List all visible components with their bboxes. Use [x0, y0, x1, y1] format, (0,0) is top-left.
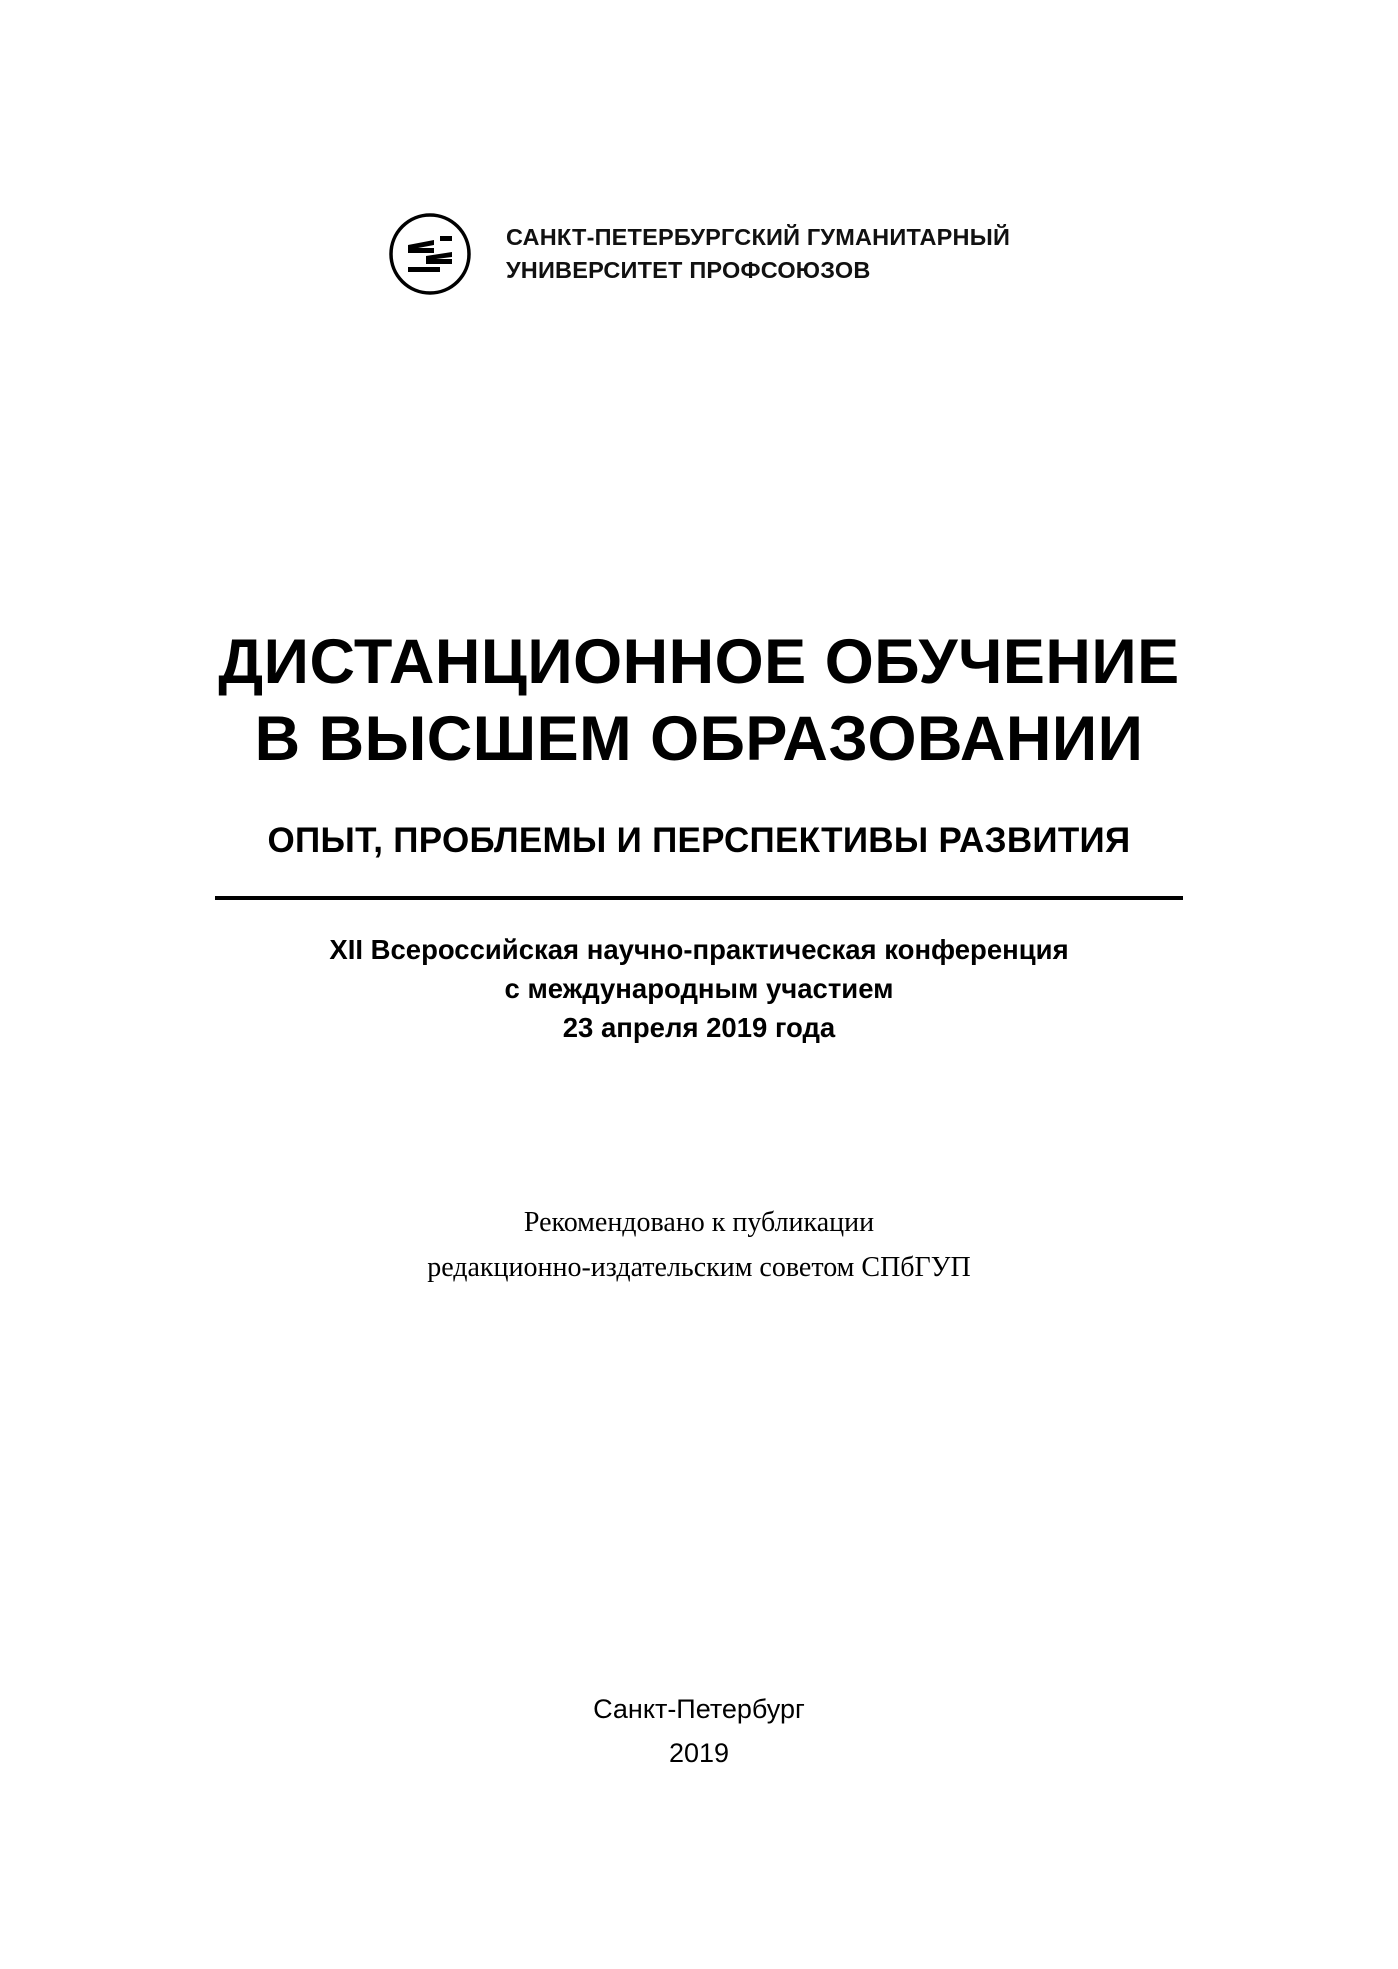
publisher-name-line2: УНИВЕРСИТЕТ ПРОФСОЮЗОВ [505, 257, 871, 283]
recommendation-line2: редакционно-издательским советом СПбГУП [427, 1252, 971, 1284]
publisher-name-line1: САНКТ-ПЕТЕРБУРГСКИЙ ГУМАНИТАРНЫЙ [505, 223, 1011, 250]
title-block [0, 582, 1398, 1047]
divider-rule [215, 896, 1183, 900]
imprint-city: Санкт-Петербург [593, 1694, 805, 1724]
publisher-name [506, 221, 1010, 288]
page-title-line2: В ВЫСШЕМ ОБРАЗОВАНИИ [254, 704, 1144, 775]
conference-info [0, 930, 1398, 1047]
conference-line2: с международным участием [504, 973, 894, 1005]
page-subtitle: ОПЫТ, ПРОБЛЕМЫ И ПЕРСПЕКТИВЫ РАЗВИТИЯ [267, 821, 1131, 861]
publisher-header [0, 212, 1398, 296]
conference-date: 23 апреля 2019 года [562, 1012, 836, 1044]
publisher-header-inner [388, 212, 1010, 296]
spbgup-emblem-icon [388, 212, 472, 296]
imprint [0, 1688, 1398, 1775]
imprint-year: 2019 [668, 1737, 730, 1768]
page-title [0, 624, 1398, 778]
recommendation-line1: Рекомендовано к публикации [523, 1207, 875, 1238]
page-title-line1: ДИСТАНЦИОННОЕ ОБУЧЕНИЕ [218, 627, 1180, 698]
recommendation-note [0, 1200, 1398, 1291]
conference-line1: XII Всероссийская научно-практическая конференция [329, 934, 1069, 966]
